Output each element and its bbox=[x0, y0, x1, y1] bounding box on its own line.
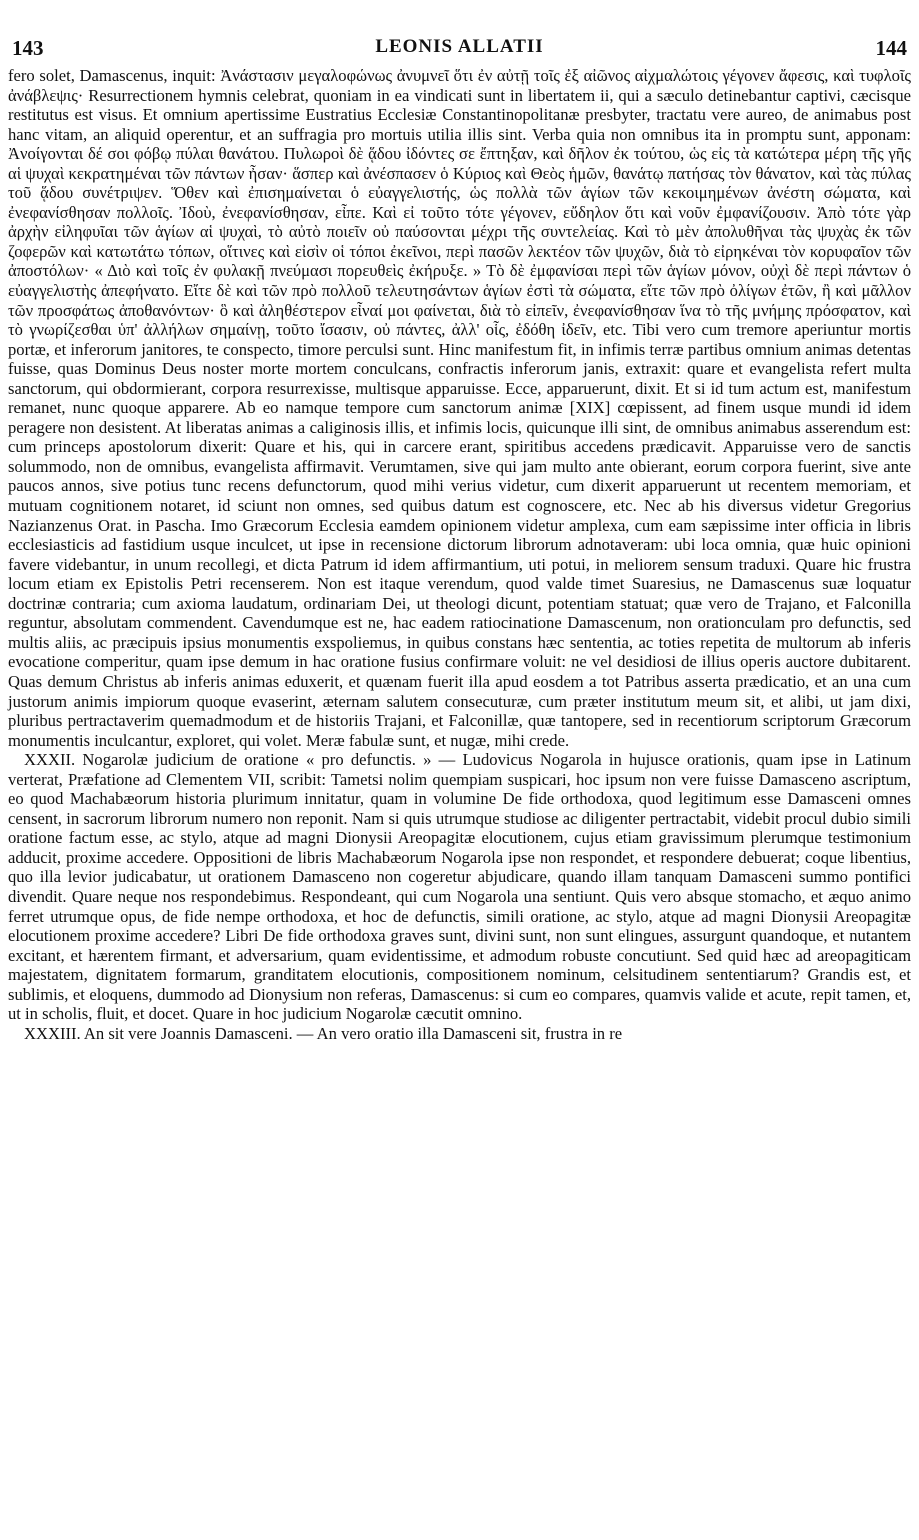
page-number-right: 144 bbox=[875, 36, 907, 60]
section-xxxiii: XXXIII. An sit vere Joannis Damasceni. — An vero oratio illa Damasceni sit, frustra in re bbox=[24, 1023, 623, 1043]
paragraph-continued: fero solet, Damascenus, inquit: Ἀνάστασιν μεγαλοφώνως ἀνυμνεῖ ὅτι ἐν αὐτῇ τοῖς ἐξ αἰῶνος αἰχμαλώτοις γέγονεν ἄφεσις, καὶ τυφλοῖς ἀνάβλεψις· Resurrectionem hymnis celebrat, quoniam in ea vindicati sunt in libertatem ii, qui a sæculo detinebantur captivi, cæcisque restitutus est visus. Et omnium apertissime Eustratius Ecclesiæ Constantinopolitanæ presbyter, tractatu vere aureo, de animabus post hanc vitam, an aliquid operentur, et an suffragia pro mortuis utilia illis sint. Verba quia non omnibus ita in promptu sunt, apponam: Ἀνοίγονται δέ σοι φόβῳ πύλαι θανάτου. Πυλωροὶ δὲ ᾅδου ἰδόντες σε ἔπτηξαν, καὶ δῆλον ἐκ τούτου, ὡς εἰς τὰ κατώτερα μέρη τῆς γῆς αἱ ψυχαὶ κεκρατημέναι τῶν πάντων ἦσαν· ἅσπερ καὶ ἀνέσπασεν ὁ Κύριος καὶ Θεὸς ἡμῶν, θανάτῳ πατήσας τὸν θάνατον, καὶ τὰς πύλας τοῦ ᾅδου συνέτριψεν. Ὅθεν καὶ ἐπισημαίνεται ὁ εὐαγγελιστής, ὡς πολλὰ τῶν ἁγίων τῶν κεκοιμημένων ἀνέστη σώματα, καὶ ἐνεφανίσθησαν πολλοῖς. Ἰδοὺ, ἐνεφανίσθησαν, εἶπε. Καὶ εἰ τοῦτο τότε γέγονεν, εὔδηλον ὅτι καὶ νοῦν ἐμφανίζουσιν. Ἀπὸ τότε γὰρ ἀρχὴν εἰληφυῖαι τῶν ἁγίων αἱ ψυχαὶ, τὸ αὐτὸ ποιεῖν οὐ παύσονται μέχρι τῆς συντελείας. Καὶ τὸ μὲν ἀπολυθῆναι τὰς ψυχὰς ἐκ τῶν ζοφερῶν καὶ κατωτάτω τόπων, οἵτινες καὶ εἰσὶν οἱ τόποι ἐκεῖνοι, περὶ πασῶν λεκτέον τῶν ψυχῶν, διὰ τὸ εἰρηκέναι τὸν κορυφαῖον τῶν ἀποστόλων· « Διὸ καὶ τοῖς ἐν φυλακῇ πνεύμασι πορευθεὶς ἐκήρυξε. » Τὸ δὲ ἐμφανίσαι περὶ τῶν ἁγίων μόνον, οὐχὶ δὲ περὶ πάντων ὁ εὐαγγελιστὴς ἀπεφήνατο. Εἴτε δὲ καὶ τῶν πρὸ πολλοῦ τελευτησάντων ἁγίων ἐστὶ τὰ σώματα, εἴτε τῶν πρὸ ὀλίγων ἐτῶν, ἢ καὶ μᾶλλον τῶν προσφάτως ἀποθανόντων· ὃ καὶ ἀληθέστερον εἶναί μοι φαίνεται, διὰ τὸ εἰπεῖν, ἐνεφανίσθησαν ἵνα τὸ τῆς μνήμης πρόσφατον, καὶ τὸ γνωρίζεσθαι ὑπ' ἀλλήλων σημαίνῃ, τοῦτο ἴσασιν, οὐ πάντες, ἀλλ' οἷς, ἐδόθη ἰδεῖν, etc. Tibi vero cum tremore aperiuntur mortis portæ, et inferorum janitores, te conspecto, timore perculsi sunt. Hinc manifestum fit, in infimis terræ partibus omnium animas detentas fuisse, quas Dominus Deus noster morte mortem conculcans, confractis inferorum janis, extraxit: quare et evangelista refert multa sanctorum, qui obdormierant, corpora resurrexisse, multisque apparuisse. Ecce, apparuerunt, dixit. Et si id tum actum est, manifestum remanet, nunc quoque apparere. Ab eo namque tempore cum sanctorum animæ [XIX] cœpissent, ad finem usque mundi id idem peragere non desistent. At liberatas animas a caliginosis illis, et infimis locis, quicunque illi sint, de omnibus animabus asserendum est: cum princeps apostolorum dixerit: Quare et his, qui in carcere erant, spiritibus accedens prædicavit. Apparuisse vero de sanctis solummodo, non de omnibus, evangelista affirmavit. Verumtamen, sive qui jam multo ante obierant, eorum corpora fuerint, sive ante paucos annos, sive potius tunc recens defunctorum, quod mihi verius videtur, cum dixerit apparuerunt ut recentem memoriam, et mutuam cognitionem notaret, id sciunt non omnes, sed quibus datum est cognoscere, etc. Nec ab his diversus videtur Gregorius Nazianzenus Orat. in Pascha. Imo Græcorum Ecclesia eamdem opinionem videtur amplexa, cum eam sæpissime inter officia in libris ecclesiasticis ad fastidium usque inculcet, ut ipse in recensione dictorum librorum adnotaveram: ubi loca omnia, quæ huic opinioni favere videbantur, in unum recollegi, et dicta Patrum id idem affirmantium, uti potui, in meliorem sensum traduxi. Quare hic frustra locum etiam ex Epistolis Petri recenserem. Non est itaque verendum, quod valde timet Suaresius, ne Damascenus suæ loquatur doctrinæ contraria; cum axioma laudatum, ordinariam Dei, ut theologi dicunt, potentiam statuat; quæ vero de Trajano, et Falconilla reguntur, absolutam commendent. Cavendumque est ne, hac eadem ratiocinatione Damascenum, non orationculam pro defunctis, sed multis aliis, ac præcipuis ipsius monumentis exspoliemus, in quibus constans hæc sententia, ac toties repetita de multorum ab inferis evocatione comperitur, quam ipse demum in hac oratione fusius confirmare voluit: ne vel desidiosi de illius operis auctore dubitarent. Quas demum Christus ab inferis animas eduxerit, et quænam fuerit illa apud eosdem a tot Patribus asserta prædicatio, et an una cum justorum animis impiorum quoque evaserint, æternam salutem consecuturæ, cum præter institutum meum sit, et alibi, ut jam dixi, pluribus pertractaverim quemadmodum et de historiis Trajani, et Falconillæ, quæ tantopere, sed in recentiorum scriptorum Græcorum monumentis inculcantur, exploret, qui volet. Meræ fabulæ sunt, et nugæ, mihi crede. bbox=[8, 66, 911, 750]
body-text bbox=[8, 66, 911, 1043]
section-xxxii: XXXII. Nogarolæ judicium de oratione « pro defunctis. » — Ludovicus Nogarola in hujusce orationis, quam ipse in Latinum verterat, Præfatione ad Clementem VII, scribit: Tametsi nolim quempiam suspicari, hoc ipsum non vere fuisse Damasceno ascriptum, eo quod Machabæorum historia plurimum innitatur, quam in volumine De fide orthodoxa, quod legitimum esse Damasceni omnes censent, in sacrorum librorum numero non reponit. Nam si quis utrumque studiose ac diligenter pertractabit, videbit procul dubio simili oratione factum esse, ac stylo, atque ad magni Dionysii Areopagitæ elocutionem, cujus etiam gravissimum plerumque testimonium adducit, proxime accedere. Oppositioni de libris Machabæorum Nogarola ipse non respondet, et respondere debuerat; coque libentius, quo illa levior judicabatur, ut orationem Damasceno non cogeretur abjudicare, quando illam tanquam Damasceni summo pontifici divendit. Quare neque nos respondebimus. Respondeant, qui cum Nogarola una sentiunt. Quis vero absque stomacho, et æquo animo ferret utrumque opus, de fide nempe orthodoxa, et hoc de defunctis, simili oratione, ac stylo, atque ad magni Dionysii Areopagitæ elocutionem proxime accedere? Libri De fide orthodoxa graves sunt, divini sunt, non sunt elingues, assurgunt quandoque, et nutantem excitant, et hærentem firmant, et adversarium, quam evidentissime, et admodum robuste concutiunt. Sed quid hæc ad areopagiticam majestatem, dignitatem formarum, granditatem elocutionis, compositionem nominum, celsitudinem sententiarum? Grandis est, et sublimis, et eloquens, dummodo ad Dionysium non referas, Damascenus: si cum eo compares, quamvis valide et acute, repit tamen, et, ut in scholis, fluit, et docet. Quare in hoc judicium Nogarolæ cæcutit omnino. bbox=[8, 750, 911, 1024]
page-number-left: 143 bbox=[12, 36, 44, 60]
running-title: LEONIS ALLATII bbox=[375, 36, 544, 57]
page-header bbox=[8, 36, 911, 62]
